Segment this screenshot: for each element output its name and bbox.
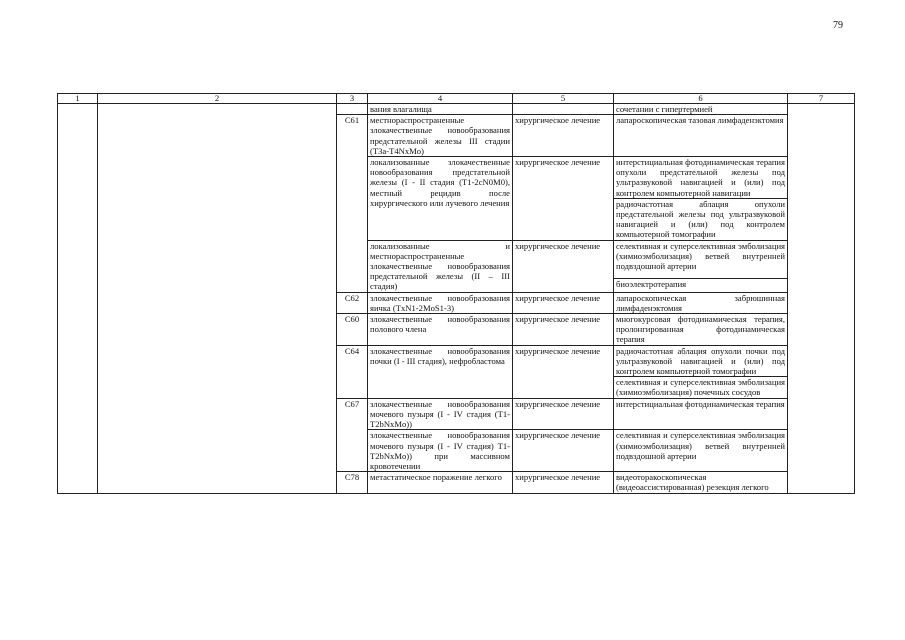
column-7-cell: [788, 104, 855, 494]
column-header-6: 6: [614, 94, 788, 104]
diagnosis-cell: локализованные и местнораспространенные злокачественные новообразования предстательной железы (II – III стадия): [368, 240, 513, 292]
code-cell: C64: [337, 345, 368, 398]
column-header-1: 1: [58, 94, 98, 104]
column-2-cell: [98, 104, 337, 494]
method-cell: радиочастотная аблация опухоли предстательной железы под ультразвуковой навигацией и (или) под контролем компьютерной томографии: [614, 198, 788, 240]
page-number: 79: [833, 20, 843, 31]
treatment-type-cell: хирургическое лечение: [513, 430, 614, 472]
diagnosis-cell: метастатическое поражение легкого: [368, 472, 513, 493]
method-cell: интерстициальная фотодинамическая терапия: [614, 398, 788, 430]
column-1-cell: [58, 104, 98, 494]
treatment-type-cell: хирургическое лечение: [513, 472, 614, 493]
column-header-7: 7: [788, 94, 855, 104]
method-cell: селективная и суперселективная эмболизация (химиоэмболизация) ветвей внутренней подвздошной артерии: [614, 240, 788, 278]
code-cell: C61: [337, 115, 368, 292]
method-cell: лапароскопическая забрюшинная лимфаденэктомия: [614, 292, 788, 313]
table-row: [58, 104, 855, 115]
procedures-table: [57, 93, 855, 494]
column-header-4: 4: [368, 94, 513, 104]
treatment-type-cell: хирургическое лечение: [513, 398, 614, 430]
treatment-type-cell: хирургическое лечение: [513, 292, 614, 313]
diagnosis-cell: злокачественные новообразования мочевого пузыря (I - IV стадия (T1-T2bNxMo)): [368, 398, 513, 430]
column-header-5: 5: [513, 94, 614, 104]
treatment-type-cell: хирургическое лечение: [513, 345, 614, 398]
diagnosis-cell: злокачественные новообразования почки (I - III стадия), нефробластома: [368, 345, 513, 398]
code-cell: C67: [337, 398, 368, 471]
method-cell: многокурсовая фотодинамическая терапия, пролонгированная фотодинамическая терапия: [614, 314, 788, 346]
treatment-type-cell: хирургическое лечение: [513, 314, 614, 346]
diagnosis-cell: местнораспространенные злокачественные новообразования предстательной железы III стадии (T3a-T4NxMo): [368, 115, 513, 157]
code-cell: C78: [337, 472, 368, 493]
method-cell: лапароскопическая тазовая лимфаденэктомия: [614, 115, 788, 157]
column-header-3: 3: [337, 94, 368, 104]
code-cell: C60: [337, 314, 368, 346]
diagnosis-cell: локализованные злокачественные новообразования предстательной железы (I - II стадия (T1-2cN0M0), местный рецидив после хирургического или лучевого лечения: [368, 157, 513, 241]
treatment-type-cell: хирургическое лечение: [513, 157, 614, 241]
method-cell: биоэлектротерапия: [614, 279, 788, 293]
code-cell: [337, 104, 368, 115]
diagnosis-cell: злокачественные новообразования яичка (TxN1-2MoS1-3): [368, 292, 513, 313]
diagnosis-cell: злокачественные новообразования полового члена: [368, 314, 513, 346]
code-cell: C62: [337, 292, 368, 313]
treatment-type-cell: хирургическое лечение: [513, 115, 614, 157]
method-cell: селективная и суперселективная эмболизация (химиоэмболизация) почечных сосудов: [614, 377, 788, 398]
method-cell: видеоторакоскопическая (видеоассистированная) резекция легкого: [614, 472, 788, 493]
method-cell: радиочастотная аблация опухоли почки под ультразвуковой навигацией и (или) под контролем компьютерной томографии: [614, 345, 788, 377]
method-cell: интерстициальная фотодинамическая терапия опухоли предстательной железы под ультразвуковой навигацией и (или) под контролем компьютерной навигации: [614, 157, 788, 199]
method-cell: сочетании с гипертермией: [614, 104, 788, 115]
diagnosis-cell: злокачественные новообразования мочевого пузыря (I - IV стадия) T1-T2bNxMo)) при массивном кровотечении: [368, 430, 513, 472]
treatment-type-cell: хирургическое лечение: [513, 240, 614, 292]
treatment-type-cell: [513, 104, 614, 115]
header-row: [58, 94, 855, 104]
column-header-2: 2: [98, 94, 337, 104]
diagnosis-cell: вания влагалища: [368, 104, 513, 115]
method-cell: селективная и суперселективная эмболизация (химиоэмболизация) ветвей внутренней подвздошной артерии: [614, 430, 788, 472]
